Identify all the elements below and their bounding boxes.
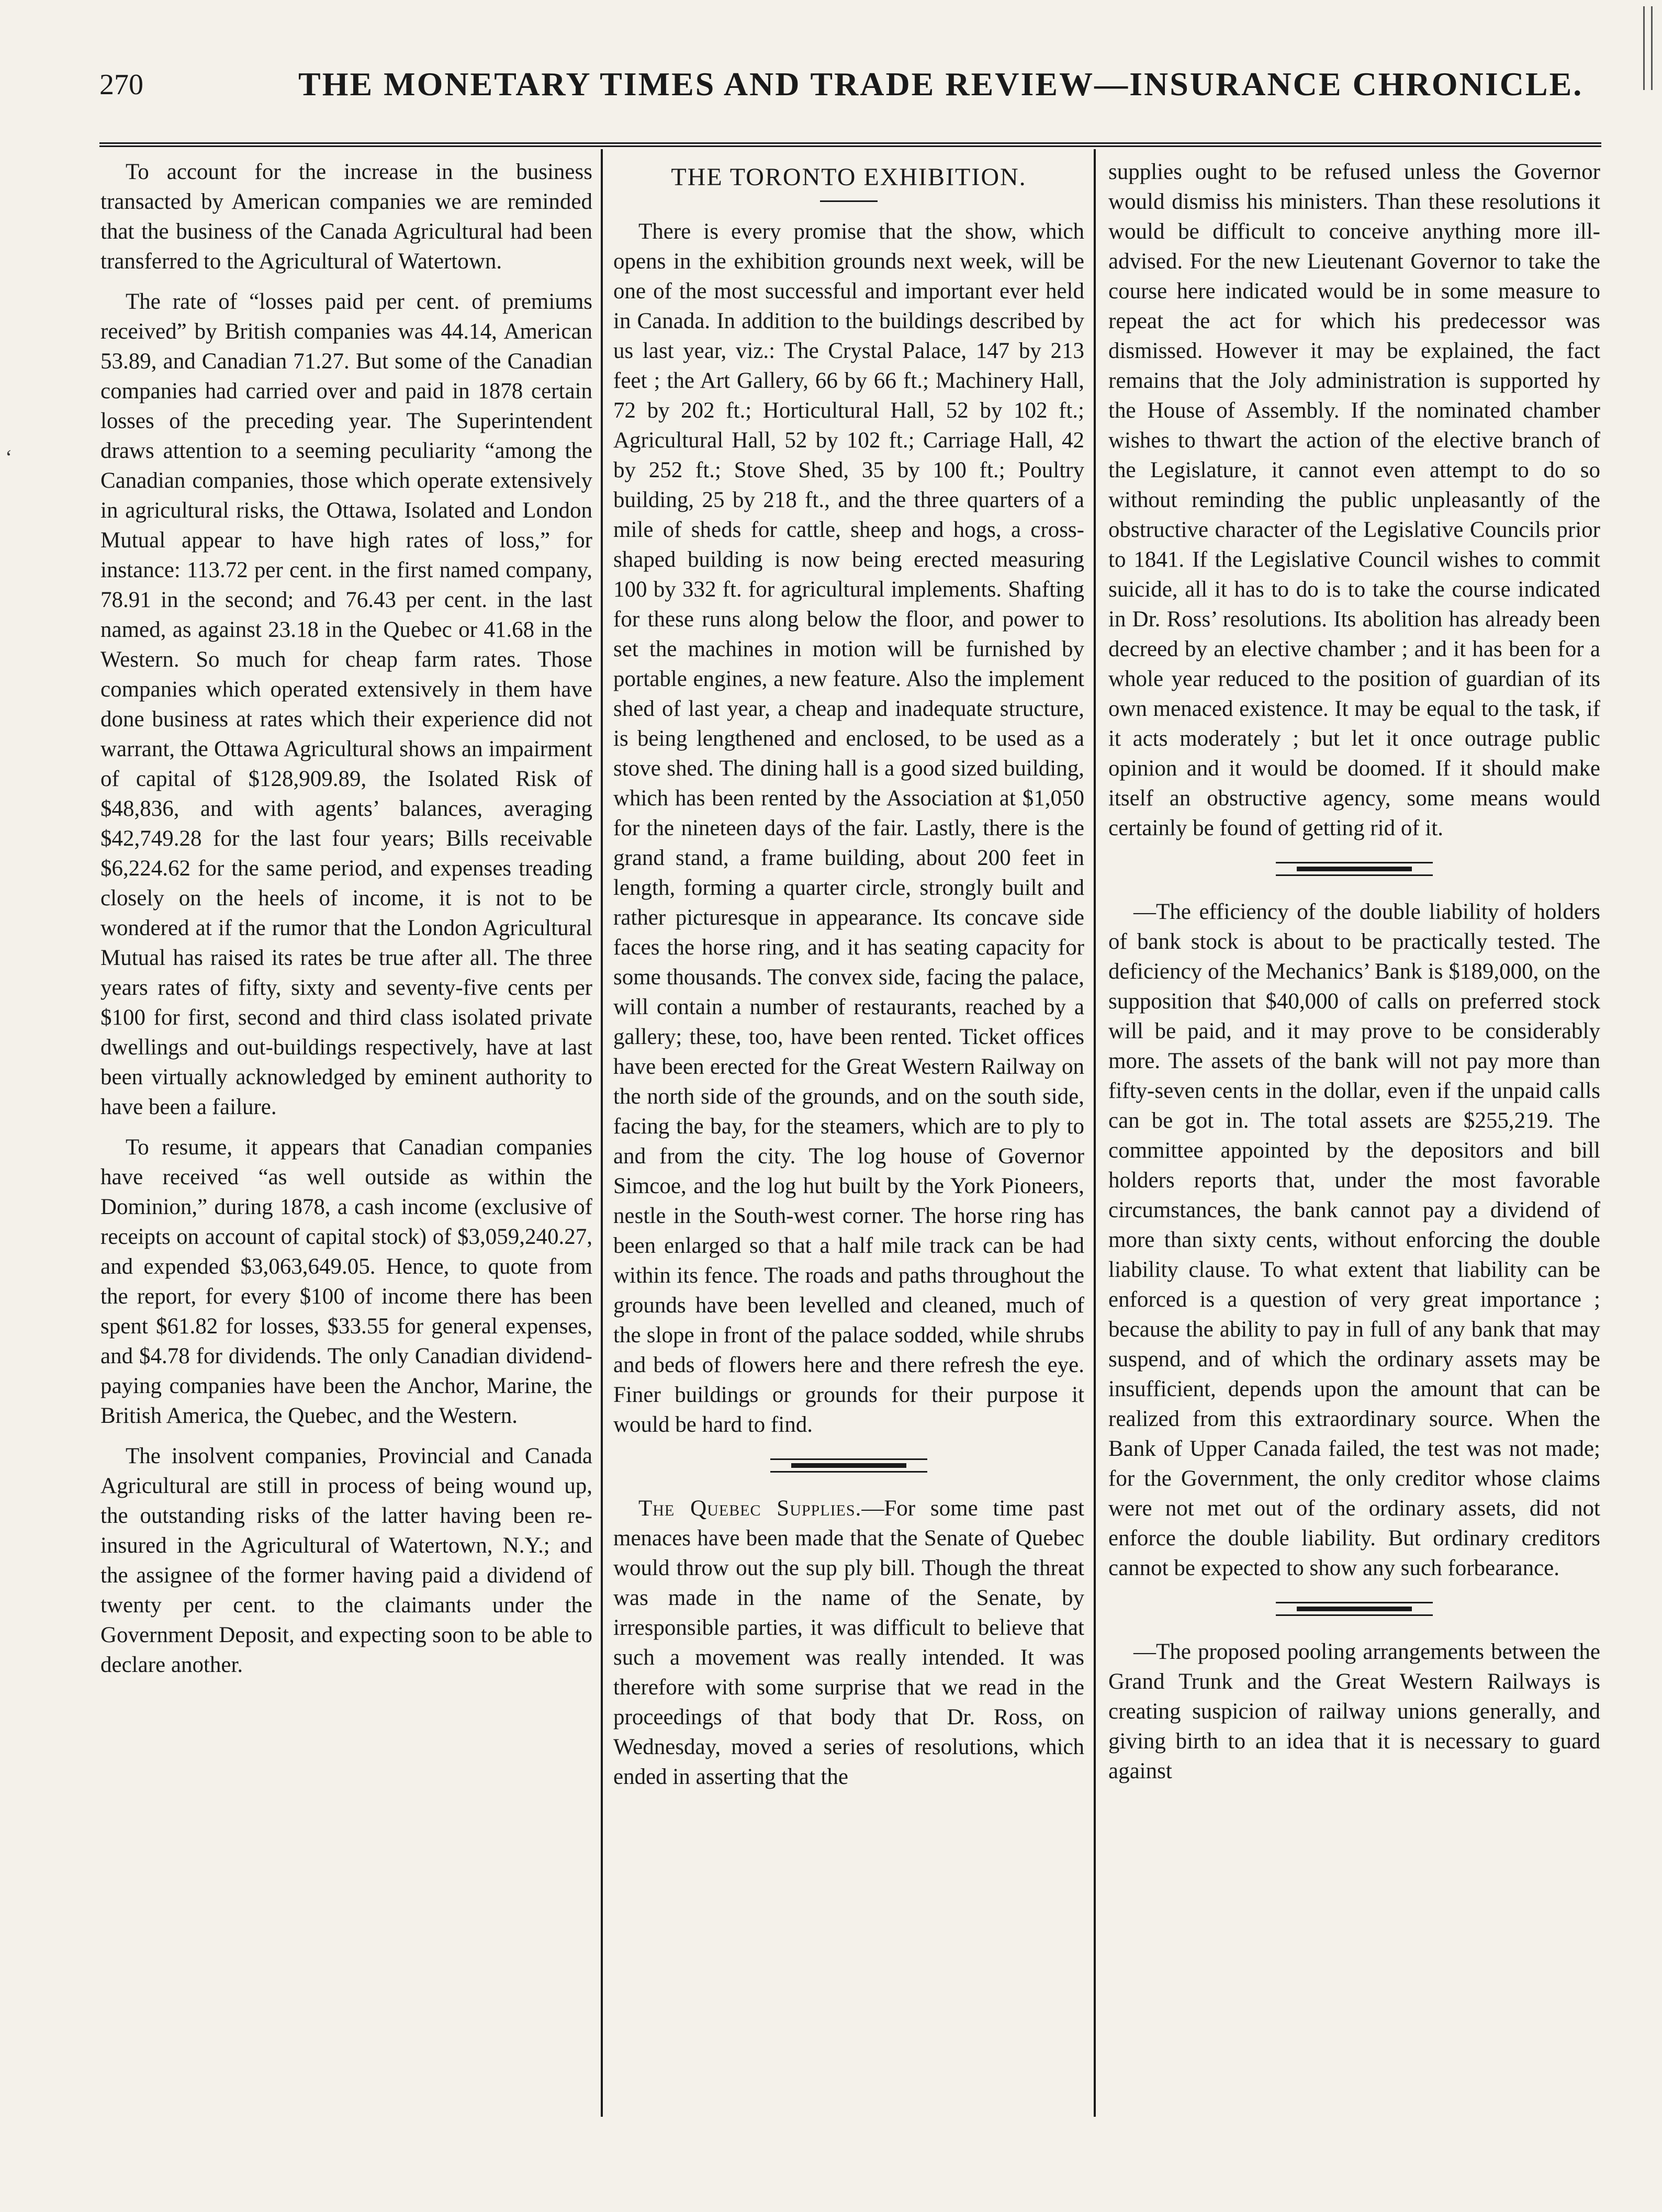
paragraph: To account for the increase in the business transacted by American companies we are reminded that the business of the Canada Agricultural had been transferred to the Agricultural of Watertown.: [100, 160, 592, 274]
page-header: [99, 59, 1607, 137]
page-edge-mark: [1643, 6, 1653, 90]
column-rule-right: [1094, 149, 1096, 2117]
margin-mark: ‘: [5, 445, 13, 469]
header-double-rule: [99, 142, 1601, 147]
heading-rule: [820, 200, 878, 202]
paragraph-text: —For some time past menaces have been made that the Senate of Quebec would throw out the sup ply bill. Though the threat was made in the name of the Senate, by irresponsible parties, it was difficult to believe that such a movement was really intended. It was therefore with some surprise that we read in the proceedings of that body that Dr. Ross, on Wednesday, moved a series of resolutions, which ended in asserting that the: [613, 1496, 1084, 1789]
paragraph: The rate of “losses paid per cent. of premiums received” by British companies was 44.14, American 53.89, and Canadian 71.27. But some of the Canadian companies had carried over and paid in 1878 certain losses of the preceding year. The Superintendent draws attention to a seeming peculiarity “among the Canadian companies, those which operate extensively in agricultural risks, the Ottawa, Isolated and London Mutual appear to have high rates of loss,” for instance: 113.72 per cent. in the first named company, 78.91 in the second; and 76.43 per cent. in the last named, as against 23.18 in the Quebec or 41.68 in the Western. So much for cheap farm rates. Those companies which operated extensively in them have done business at rates which their experience did not warrant, the Ottawa Agricultural shows an impairment of capital of $128,909.89, the Isolated Risk of $48,836, and with agents’ balances, averaging $42,749.28 for the last four years; Bills receivable $6,224.62 for the same period, and expenses treading closely on the heels of income, it is not to be wondered at if the rumor that the London Agricultural Mutual has raised its rates be true after all. The three years rates of fifty, sixty and seventy-five cents per $100 for first, second and third class isolated private dwellings and out-buildings respectively, have at last been virtually acknowledged by eminent authority to have been a failure.: [100, 289, 592, 1119]
paragraph: There is every promise that the show, which opens in the exhibition grounds next week, will be one of the most successful and important ever held in Canada. In addition to the buildings described by us last year, viz.: The Crystal Palace, 147 by 213 feet ; the Art Gallery, 66 by 66 ft.; Machinery Hall, 72 by 202 ft.; Horticultural Hall, 52 by 102 ft.; Agricultural Hall, 52 by 102 ft.; Carriage Hall, 42 by 252 ft.; Stove Shed, 35 by 100 ft.; Poultry building, 25 by 218 ft., and the three quarters of a mile of sheds for cattle, sheep and hogs, a cross-shaped building is now being erected measuring 100 by 332 ft. for agricultural implements. Shafting for these runs along below the floor, and power to set the machines in motion will be furnished by portable engines, a new feature. Also the implement shed of last year, a cheap and inadequate structure, is being lengthened and enclosed, to be used as a stove shed. The dining hall is a good sized building, which has been rented by the Association at $1,050 for the nineteen days of the fair. Lastly, there is the grand stand, a frame building, about 200 feet in length, forming a quarter circle, strongly built and rather picturesque in appearance. Its concave side faces the horse ring, and it has seating capacity for some thousands. The convex side, facing the palace, will contain a number of restaurants, reached by a gallery; these, too, have been rented. Ticket offices have been erected for the Great Western Railway on the north side of the grounds, and on the south side, facing the bay, for the steamers, which are to ply to and from the city. The log house of Governor Simcoe, and the log hut built by the York Pioneers, nestle in the South-west corner. The horse ring has been enlarged so that a half mile track can be had within its fence. The roads and paths throughout the grounds have been levelled and cleaned, much of the slope in front of the palace sodded, while shrubs and beds of flowers here and there refresh the eye. Finer buildings or grounds for their purpose it would be hard to find.: [613, 219, 1084, 1437]
section-ornament-rule: [1276, 862, 1433, 876]
section-lead: The Quebec Supplies.: [638, 1496, 862, 1521]
column-2: [613, 157, 1084, 1802]
paragraph: [613, 1494, 1084, 1792]
column-rule-left: [601, 149, 603, 2117]
paragraph: —The proposed pooling arrangements between the Grand Trunk and the Great Western Railways is creating suspicion of railway unions generally, and giving birth to an idea that it is necessary to guard against: [1108, 1640, 1600, 1783]
column-1: [100, 157, 592, 1690]
article-heading: THE TORONTO EXHIBITION.: [671, 163, 1027, 191]
column-3: [1108, 157, 1600, 1796]
running-title: THE MONETARY TIMES AND TRADE REVIEW—INSURANCE CHRONICLE.: [298, 65, 1584, 103]
section-ornament-rule: [770, 1458, 927, 1473]
section-ornament-rule: [1276, 1602, 1433, 1616]
paragraph: supplies ought to be refused unless the Governor would dismiss his ministers. Than these resolutions it would be difficult to conceive anything more ill-advised. For the new Lieutenant Governor to take the course here indicated would be in some measure to repeat the act for which his predecessor was dismissed. However it may be explained, the fact remains that the Joly administration is supported hy the House of Assembly. If the nominated chamber wishes to thwart the action of the elective branch of the Legislature, it cannot even attempt to do so without reminding the public unpleasantly of the obstructive character of the Legislative Councils prior to 1841. If the Legislative Council wishes to commit suicide, all it has to do is to take the course indicated in Dr. Ross’ resolutions. Its abolition has already been decreed by an elective chamber ; and it has been for a whole year reduced to the position of guardian of its own menaced existence. It may be equal to the task, if it acts moderately ; but let it once outrage public opinion and it would be doomed. If it should make itself an obstructive agency, some means would certainly be found of getting rid of it.: [1108, 160, 1600, 840]
paragraph: —The efficiency of the double liability of holders of bank stock is about to be practically tested. The deficiency of the Mechanics’ Bank is $189,000, on the supposition that $40,000 of calls on preferred stock will be paid, and it may prove to be considerably more. The assets of the bank will not pay more than fifty-seven cents in the dollar, even if the unpaid calls can be got in. The total assets are $255,219. The committee appointed by the depositors and bill holders reports that, under the most favorable circumstances, the bank cannot pay a dividend of more than sixty cents, without enforcing the double liability clause. To what extent that liability can be enforced is a question of very great importance ; because the ability to pay in full of any bank that may suspend, and of which the ordinary assets may be insufficient, depends upon the amount that can be realized from this extraordinary source. When the Bank of Upper Canada failed, the test was not made; for the Government, the only creditor whose claims were not met out of the ordinary assets, did not enforce the double liability. But ordinary creditors cannot be expected to show any such forbearance.: [1108, 900, 1600, 1580]
paragraph: The insolvent companies, Provincial and Canada Agricultural are still in process of being wound up, the outstanding risks of the latter having been re-insured in the Agricultural of Watertown, N.Y.; and the assignee of the former having paid a dividend of twenty per cent. to the claimants under the Government Deposit, and expecting soon to be able to declare another.: [100, 1444, 592, 1677]
paragraph: To resume, it appears that Canadian companies have received “as well outside as within the Dominion,” during 1878, a cash income (exclusive of receipts on account of capital stock) of $3,059,240.27, and expended $3,063,649.05. Hence, to quote from the report, for every $100 of income there has been spent $61.82 for losses, $33.55 for general expenses, and $4.78 for dividends. The only Canadian dividend-paying companies have been the Anchor, Marine, the British America, the Quebec, and the Western.: [100, 1135, 592, 1428]
page-number: 270: [99, 69, 143, 101]
